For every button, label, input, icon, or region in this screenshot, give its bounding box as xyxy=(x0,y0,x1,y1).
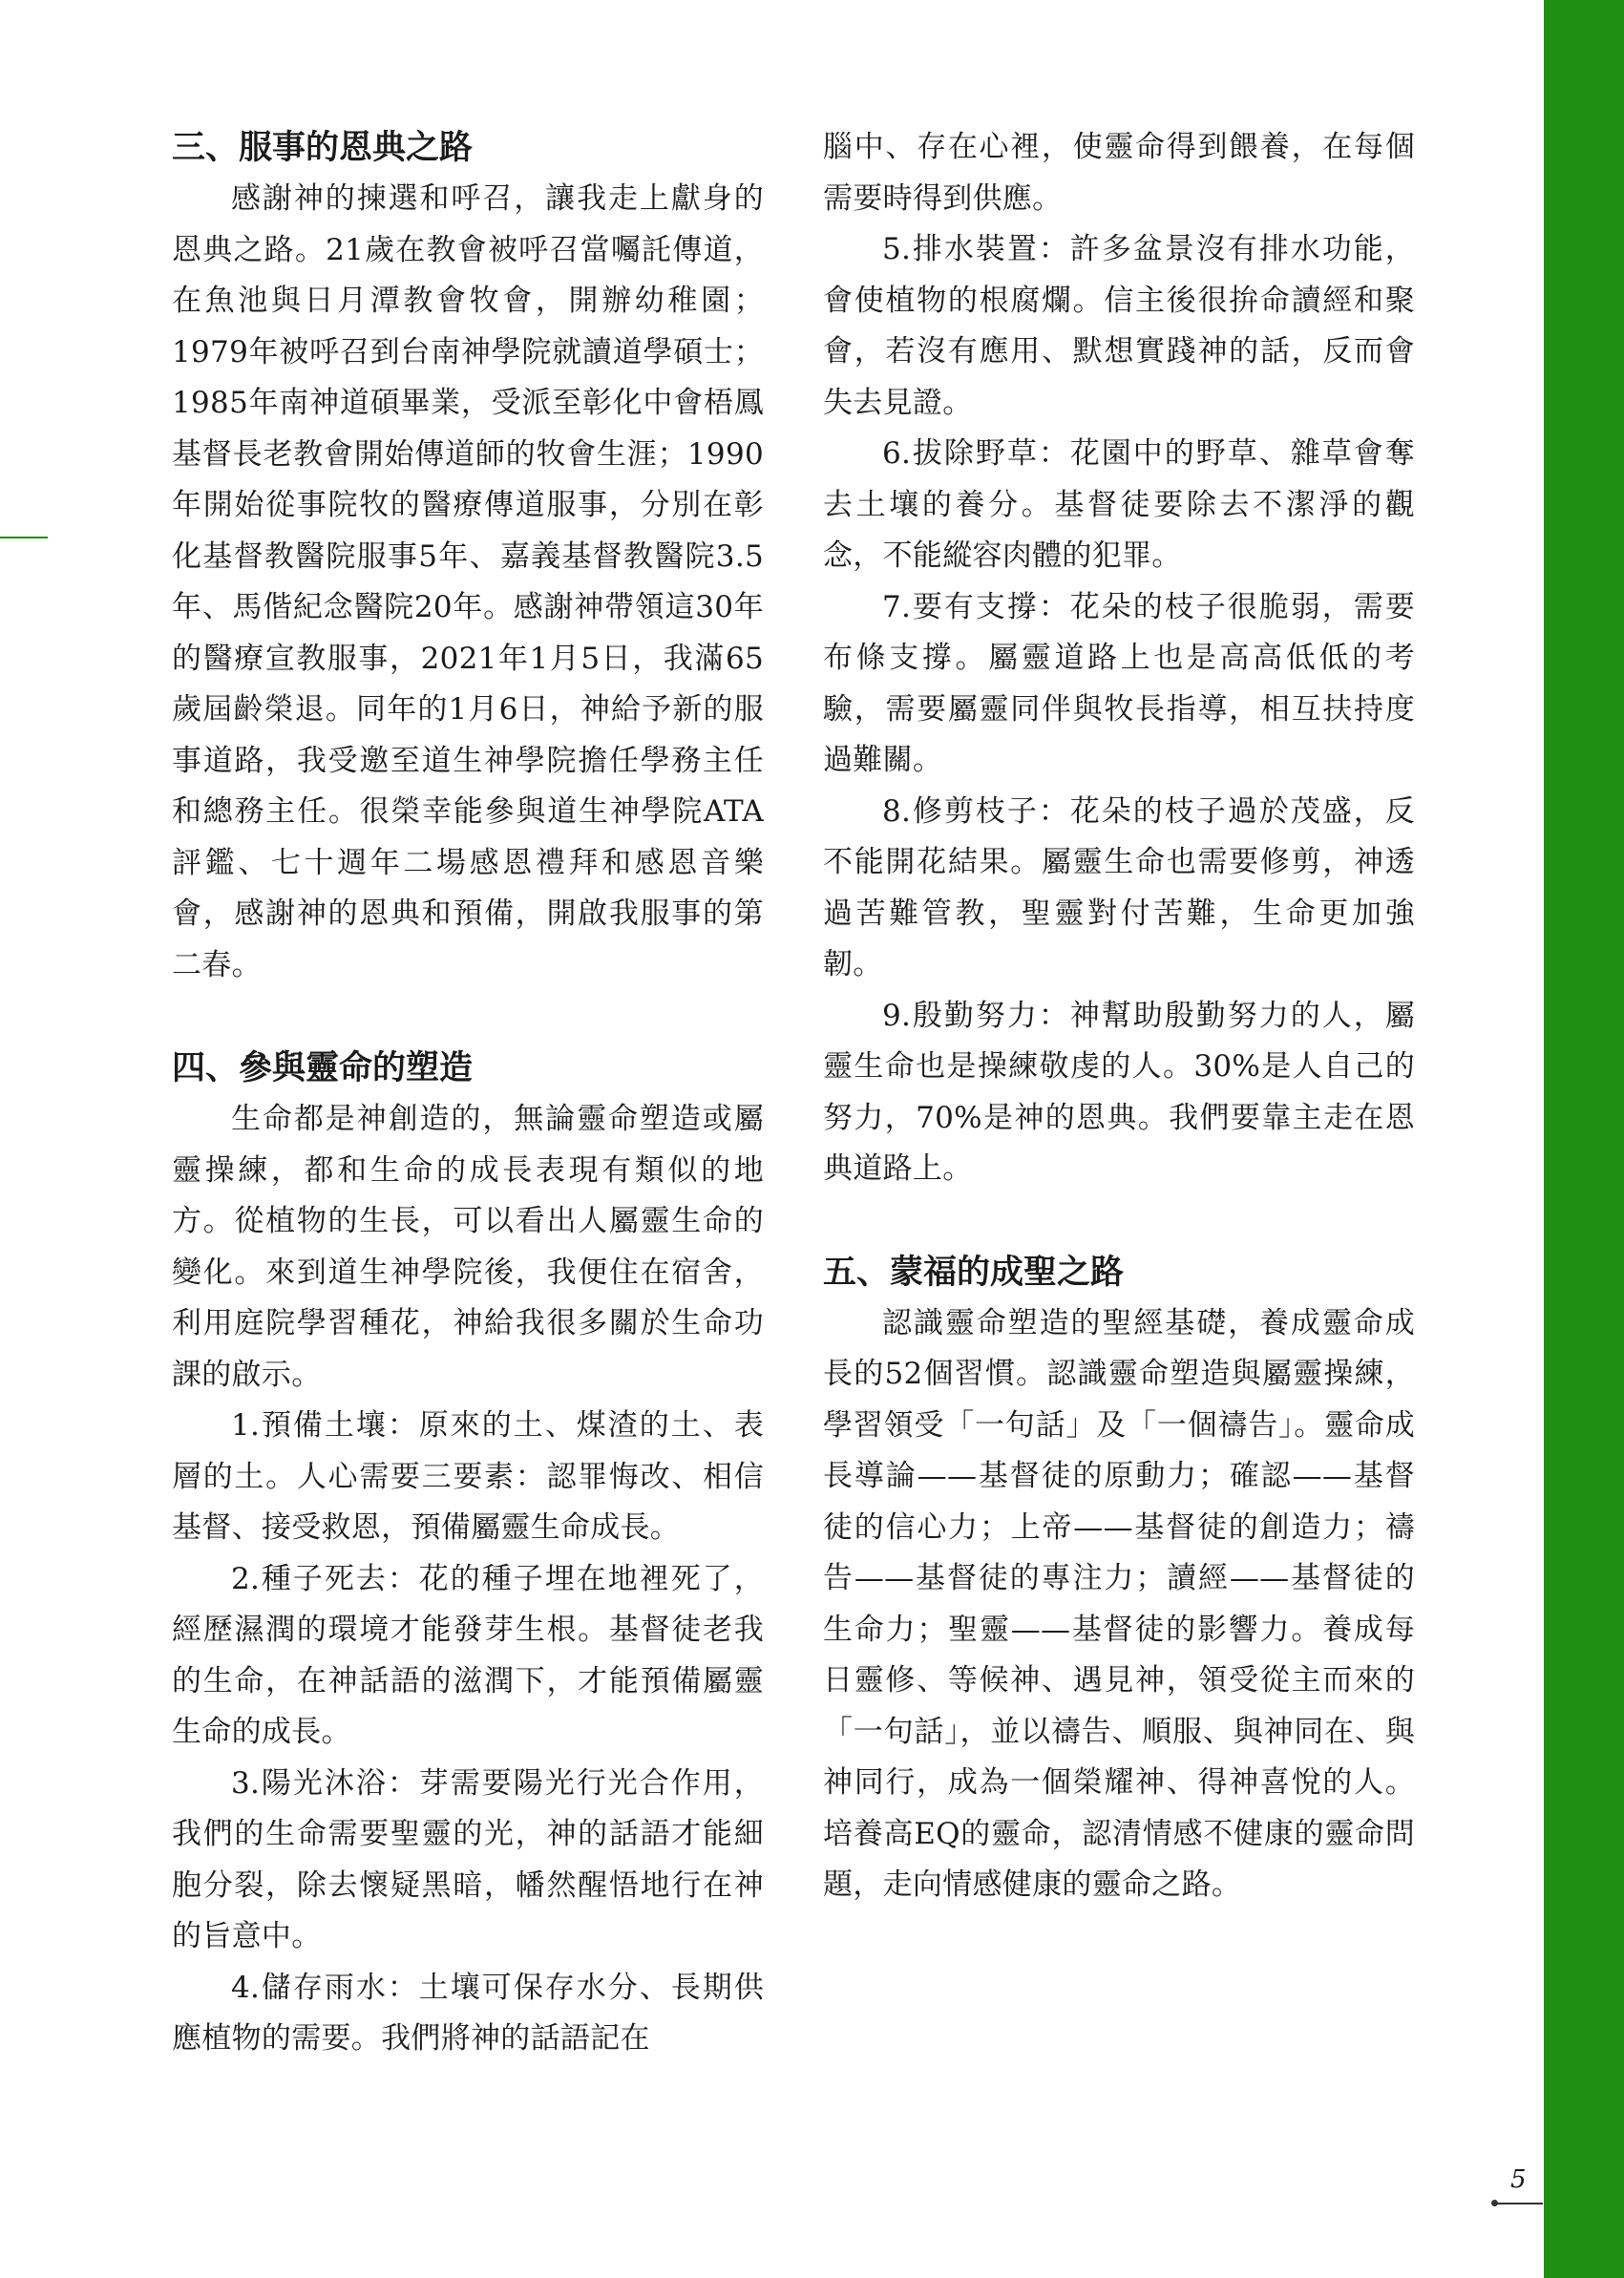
point-8-paragraph: 8.修剪枝子：花朵的枝子過於茂盛，反不能開花結果。屬靈生命也需要修剪，神透過苦難管教，聖靈對付苦難，生命更加強韌。 xyxy=(823,793,1415,981)
margin-tick-mark xyxy=(0,537,48,538)
section-spacer xyxy=(823,1195,1415,1247)
section-5-heading: 五、蒙福的成聖之路 xyxy=(823,1253,1125,1292)
point-4-paragraph: 4.儲存雨水：土壤可保存水分、長期供應植物的需要。我們將神的話語記在 xyxy=(172,1970,764,2056)
section-4-heading: 四、參與靈命的塑造 xyxy=(172,1049,474,1087)
page-number-rule xyxy=(1495,2203,1543,2204)
point-3-paragraph: 3.陽光沐浴：芽需要陽光行光合作用，我們的生命需要聖靈的光，神的話語才能細胞分裂，除去懷疑黑暗，幡然醒悟地行在神的旨意中。 xyxy=(172,1765,764,1953)
left-column xyxy=(172,122,764,2065)
green-side-bar xyxy=(1544,0,1624,2278)
section-4-intro-paragraph: 生命都是神創造的，無論靈命塑造或屬靈操練，都和生命的成長表現有類似的地方。從植物的生長，可以看出人屬靈生命的變化。來到道生神學院後，我便住在宿舍，利用庭院學習種花，神給我很多關於生命功課的啟示。 xyxy=(172,1102,764,1392)
section-3-paragraph: 感謝神的揀選和呼召，讓我走上獻身的恩典之路。21歲在教會被呼召當囑託傳道，在魚池與日月潭教會牧會，開辦幼稚園；1979年被呼召到台南神學院就讀道學碩士；1985年南神道碩畢業，受派至彰化中會梧鳳基督長老教會開始傳道師的牧會生涯；1990年開始從事院牧的醫療傳道服事，分別在彰化基督教醫院服事5年、嘉義基督教醫院3.5年、馬偕紀念醫院20年。感謝神帶領這30年的醫療宣教服事，2021年1月5日，我滿65歲屆齡榮退。同年的1月6日，神給予新的服事道路，我受邀至道生神學院擔任學務主任和總務主任。很榮幸能參與道生神學院ATA評鑑、七十週年二場感恩禮拜和感恩音樂會，感謝神的恩典和預備，開啟我服事的第二春。 xyxy=(172,181,764,982)
right-column xyxy=(823,122,1415,1911)
section-spacer xyxy=(172,991,764,1043)
point-4-continuation: 腦中、存在心裡，使靈命得到餵養，在每個需要時得到供應。 xyxy=(823,130,1415,216)
point-1-paragraph: 1.預備土壤：原來的土、煤渣的土、表層的土。人心需要三要素：認罪悔改、相信基督、接受救恩，預備屬靈生命成長。 xyxy=(172,1408,764,1545)
point-2-paragraph: 2.種子死去：花的種子埋在地裡死了，經歷濕潤的環境才能發芽生根。基督徒老我的生命，在神話語的滋潤下，才能預備屬靈生命的成長。 xyxy=(172,1561,764,1749)
section-5-paragraph: 認識靈命塑造的聖經基礎，養成靈命成長的52個習慣。認識靈命塑造與屬靈操練，學習領受「一句話」及「一個禱告」。靈命成長導論——基督徒的原動力；確認——基督徒的信心力；上帝——基督徒的創造力；禱告——基督徒的專注力；讀經——基督徒的生命力；聖靈——基督徒的影響力。養成每日靈修、等候神、遇見神，領受從主而來的「一句話」，並以禱告、順服、與神同在、與神同行，成為一個榮耀神、得神喜悅的人。培養高EQ的靈命，認清情感不健康的靈命問題，走向情感健康的靈命之路。 xyxy=(823,1305,1415,1902)
page-number-dot xyxy=(1491,2200,1498,2206)
point-6-paragraph: 6.拔除野草：花園中的野草、雜草會奪去土壤的養分。基督徒要除去不潔淨的觀念，不能縱容肉體的犯罪。 xyxy=(823,436,1415,573)
point-7-paragraph: 7.要有支撐：花朵的枝子很脆弱，需要布條支撐。屬靈道路上也是高高低低的考驗，需要屬靈同伴與牧長指導，相互扶持度過難關。 xyxy=(823,589,1415,777)
point-5-paragraph: 5.排水裝置：許多盆景沒有排水功能，會使植物的根腐爛。信主後很拚命讀經和聚會，若沒有應用、默想實踐神的話，反而會失去見證。 xyxy=(823,232,1415,420)
page-number: 5 xyxy=(1510,2165,1527,2194)
section-3-heading: 三、服事的恩典之路 xyxy=(172,129,474,167)
point-9-paragraph: 9.殷勤努力：神幫助殷勤努力的人，屬靈生命也是操練敬虔的人。30%是人自己的努力，70%是神的恩典。我們要靠主走在恩典道路上。 xyxy=(823,998,1415,1186)
